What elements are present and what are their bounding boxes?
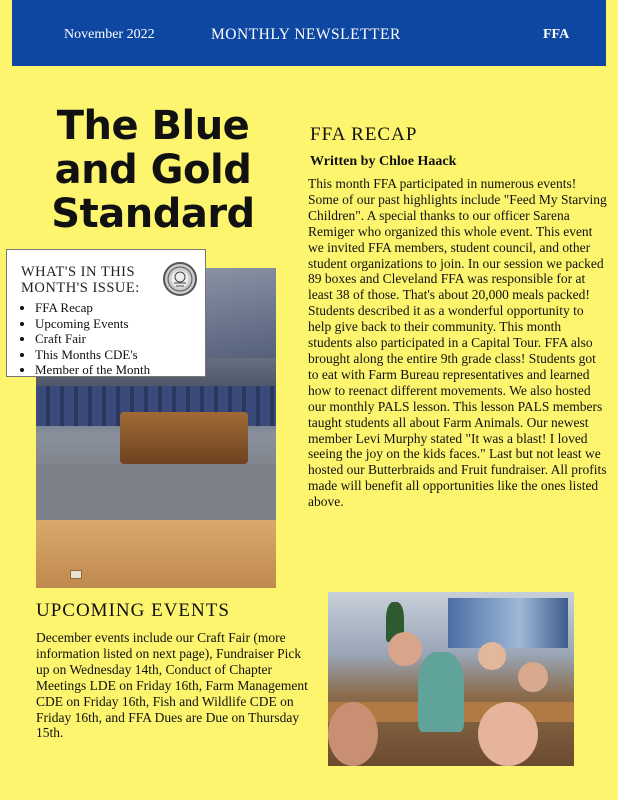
- recap-article: This month FFA participated in numerous events! Some of our past highlights include "Feed My Starving Children". A special thanks to our officer Sarena Remiger who organized this whole event. This event we invited FFA members, student council, and other student organizations to join. In our session we packed 89 boxes and Cleveland FFA was responsible for at least 38 of those. That's about 20,000 meals packed! Students described it as a wonderful opportunity to help give back to their community. This month students also participated in a Capital Tour. FFA also brought along the entire 9th grade class! Students got to eat with Farm Bureau representatives and learned how to reenact different movements. We also hosted our monthly PALS lesson. This lesson PALS members taught students all about Farm Animals. Our newest member Levi Murphy stated "It was a blast! I loved seeing the joy on the kids faces." Last but not least we hosted our Butterbraids and Fruit fundraiser. All profits made will benefit all opportunities like the ones listed above.: [308, 176, 607, 510]
- list-item: • Upcoming Events: [35, 316, 205, 332]
- recap-heading: FFA RECAP: [310, 124, 418, 145]
- newsletter-label: MONTHLY NEWSLETTER: [211, 26, 401, 43]
- issue-contents-box: [6, 249, 206, 377]
- issue-contents-heading: WHAT'S IN THIS MONTH'S ISSUE:: [21, 264, 140, 296]
- list-item: • Craft Fair: [35, 331, 205, 347]
- upcoming-heading: UPCOMING EVENTS: [36, 600, 230, 621]
- recap-byline: Written by Chloe Haack: [310, 154, 457, 169]
- upcoming-article: December events include our Craft Fair (more information listed on next page), Fundraiser Pick up on Wednesday 14th, Conduct of Chapter Meetings LDE on Friday 16th, Farm Management CDE on Friday 16th, Fish and Wildlife CDE on Friday 16th, and FFA Dues are Due on Thursday 15th.: [36, 630, 308, 741]
- masthead-line-3: Standard: [51, 191, 255, 237]
- org-label: FFA: [543, 27, 570, 42]
- list-item: • FFA Recap: [35, 300, 205, 316]
- issue-date: November 2022: [64, 27, 155, 42]
- ffa-emblem-icon: [163, 262, 197, 296]
- masthead-title: [28, 104, 278, 236]
- issue-contents-list: [21, 300, 205, 378]
- newsletter-banner: [12, 0, 606, 66]
- list-item: • Member of the Month: [35, 362, 205, 378]
- masthead-line-2: and Gold: [54, 147, 252, 193]
- masthead-line-1: The Blue: [56, 103, 250, 149]
- group-selfie-photo: [328, 592, 574, 766]
- list-item: • This Months CDE's: [35, 347, 205, 363]
